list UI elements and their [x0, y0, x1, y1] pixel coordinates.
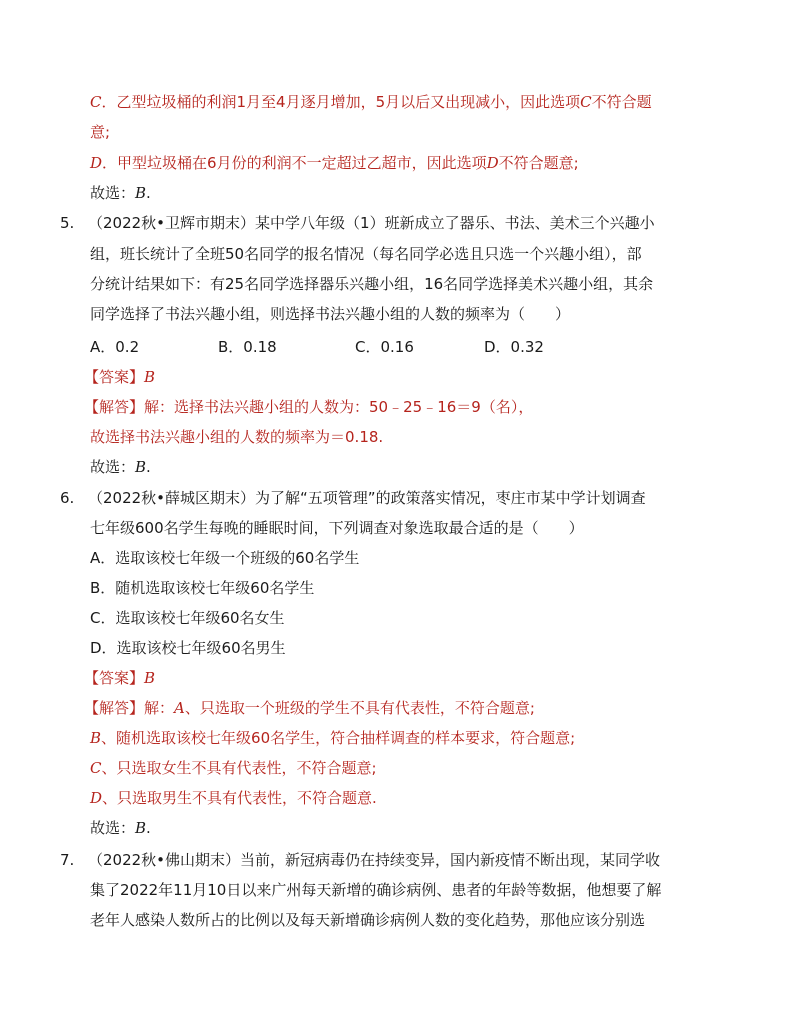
question-5-line: 同学选择了书法兴趣小组，则选择书法兴趣小组的人数的频率为（ ） [90, 305, 571, 323]
option-a: A．0.2 [90, 338, 140, 356]
option-b: B．随机选取该校七年级60名学生 [90, 579, 315, 597]
option-d: D．选取该校七年级60名男生 [90, 639, 286, 657]
option-d: D．0.32 [484, 338, 544, 356]
conclusion-line: 故选：B. [90, 458, 151, 476]
option-letter: D [90, 154, 103, 172]
question-5-line: 分统计结果如下：有25名同学选择器乐兴趣小组，16名同学选择美术兴趣小组，其余 [90, 275, 654, 293]
question-5-line: 组，班长统计了全班50名同学的报名情况（每名同学必选且只选一个兴趣小组），部 [90, 245, 642, 263]
solution-tag: 【解答】 [84, 398, 145, 416]
solution-text: ．甲型垃圾桶在6月份的利润不一定超过乙超市，因此选项 [102, 154, 487, 172]
solution-line: C、只选取女生不具有代表性，不符合题意; [90, 759, 377, 777]
option-c: C．选取该校七年级60名女生 [90, 609, 285, 627]
question-7-number: 7. [60, 851, 75, 869]
solution-line: 【解答】解：A、只选取一个班级的学生不具有代表性，不符合题意; [84, 699, 535, 717]
option-c: C．0.16 [355, 338, 414, 356]
solution-line: 【解答】解：选择书法兴趣小组的人数为：50﹣25﹣16＝9（名）， [84, 398, 534, 416]
question-7-line: 集了2022年11月10日以来广州每天新增的确诊病例、患者的年龄等数据，他想要了解 [90, 881, 662, 899]
answer-line [84, 668, 155, 688]
option-a: A．选取该校七年级一个班级的60名学生 [90, 549, 360, 567]
option-b: B．0.18 [218, 338, 277, 356]
answer-value: B [144, 669, 156, 687]
question-6-line: 七年级600名学生每晚的睡眠时间，下列调查对象选取最合适的是（ ） [90, 519, 584, 537]
question-5-number: 5. [60, 214, 75, 232]
solution-text: 不符合题意; [498, 154, 579, 172]
solution-line: 故选择书法兴趣小组的人数的频率为＝0.18. [90, 428, 384, 446]
solution-c-line [90, 92, 652, 112]
conclusion-line: 故选：B. [90, 184, 151, 202]
option-letter: C [580, 93, 592, 111]
solution-text: ．乙型垃圾桶的利润1月至4月逐月增加，5月以后又出现减小，因此选项 [101, 93, 581, 111]
solution-text: 不符合题 [591, 93, 652, 111]
answer-tag: 【答案】 [84, 368, 145, 386]
solution-line: B、随机选取该校七年级60名学生，符合抽样调查的样本要求，符合题意; [90, 729, 576, 747]
answer-value: B [144, 368, 156, 386]
answer-line [84, 367, 155, 387]
solution-tag: 【解答】 [84, 699, 145, 717]
solution-c-line-cont: 意; [90, 123, 111, 141]
question-7-line: 老年人感染人数所占的比例以及每天新增确诊病例人数的变化趋势，那他应该分别选 [90, 911, 646, 929]
question-6-number: 6. [60, 489, 75, 507]
conclusion-line: 故选：B. [90, 819, 151, 837]
question-5-line: （2022秋•卫辉市期末）某中学八年级（1）班新成立了器乐、书法、美术三个兴趣小 [88, 214, 655, 232]
question-7-line: （2022秋•佛山期末）当前，新冠病毒仍在持续变异，国内新疫情不断出现，某同学收 [88, 851, 661, 869]
answer-tag: 【答案】 [84, 669, 145, 687]
solution-d-line [90, 153, 579, 173]
solution-line: D、只选取男生不具有代表性，不符合题意. [90, 789, 377, 807]
question-6-line: （2022秋•薛城区期末）为了解“五项管理”的政策落实情况，枣庄市某中学计划调查 [88, 489, 646, 507]
option-letter: C [90, 93, 102, 111]
option-letter: D [486, 154, 499, 172]
